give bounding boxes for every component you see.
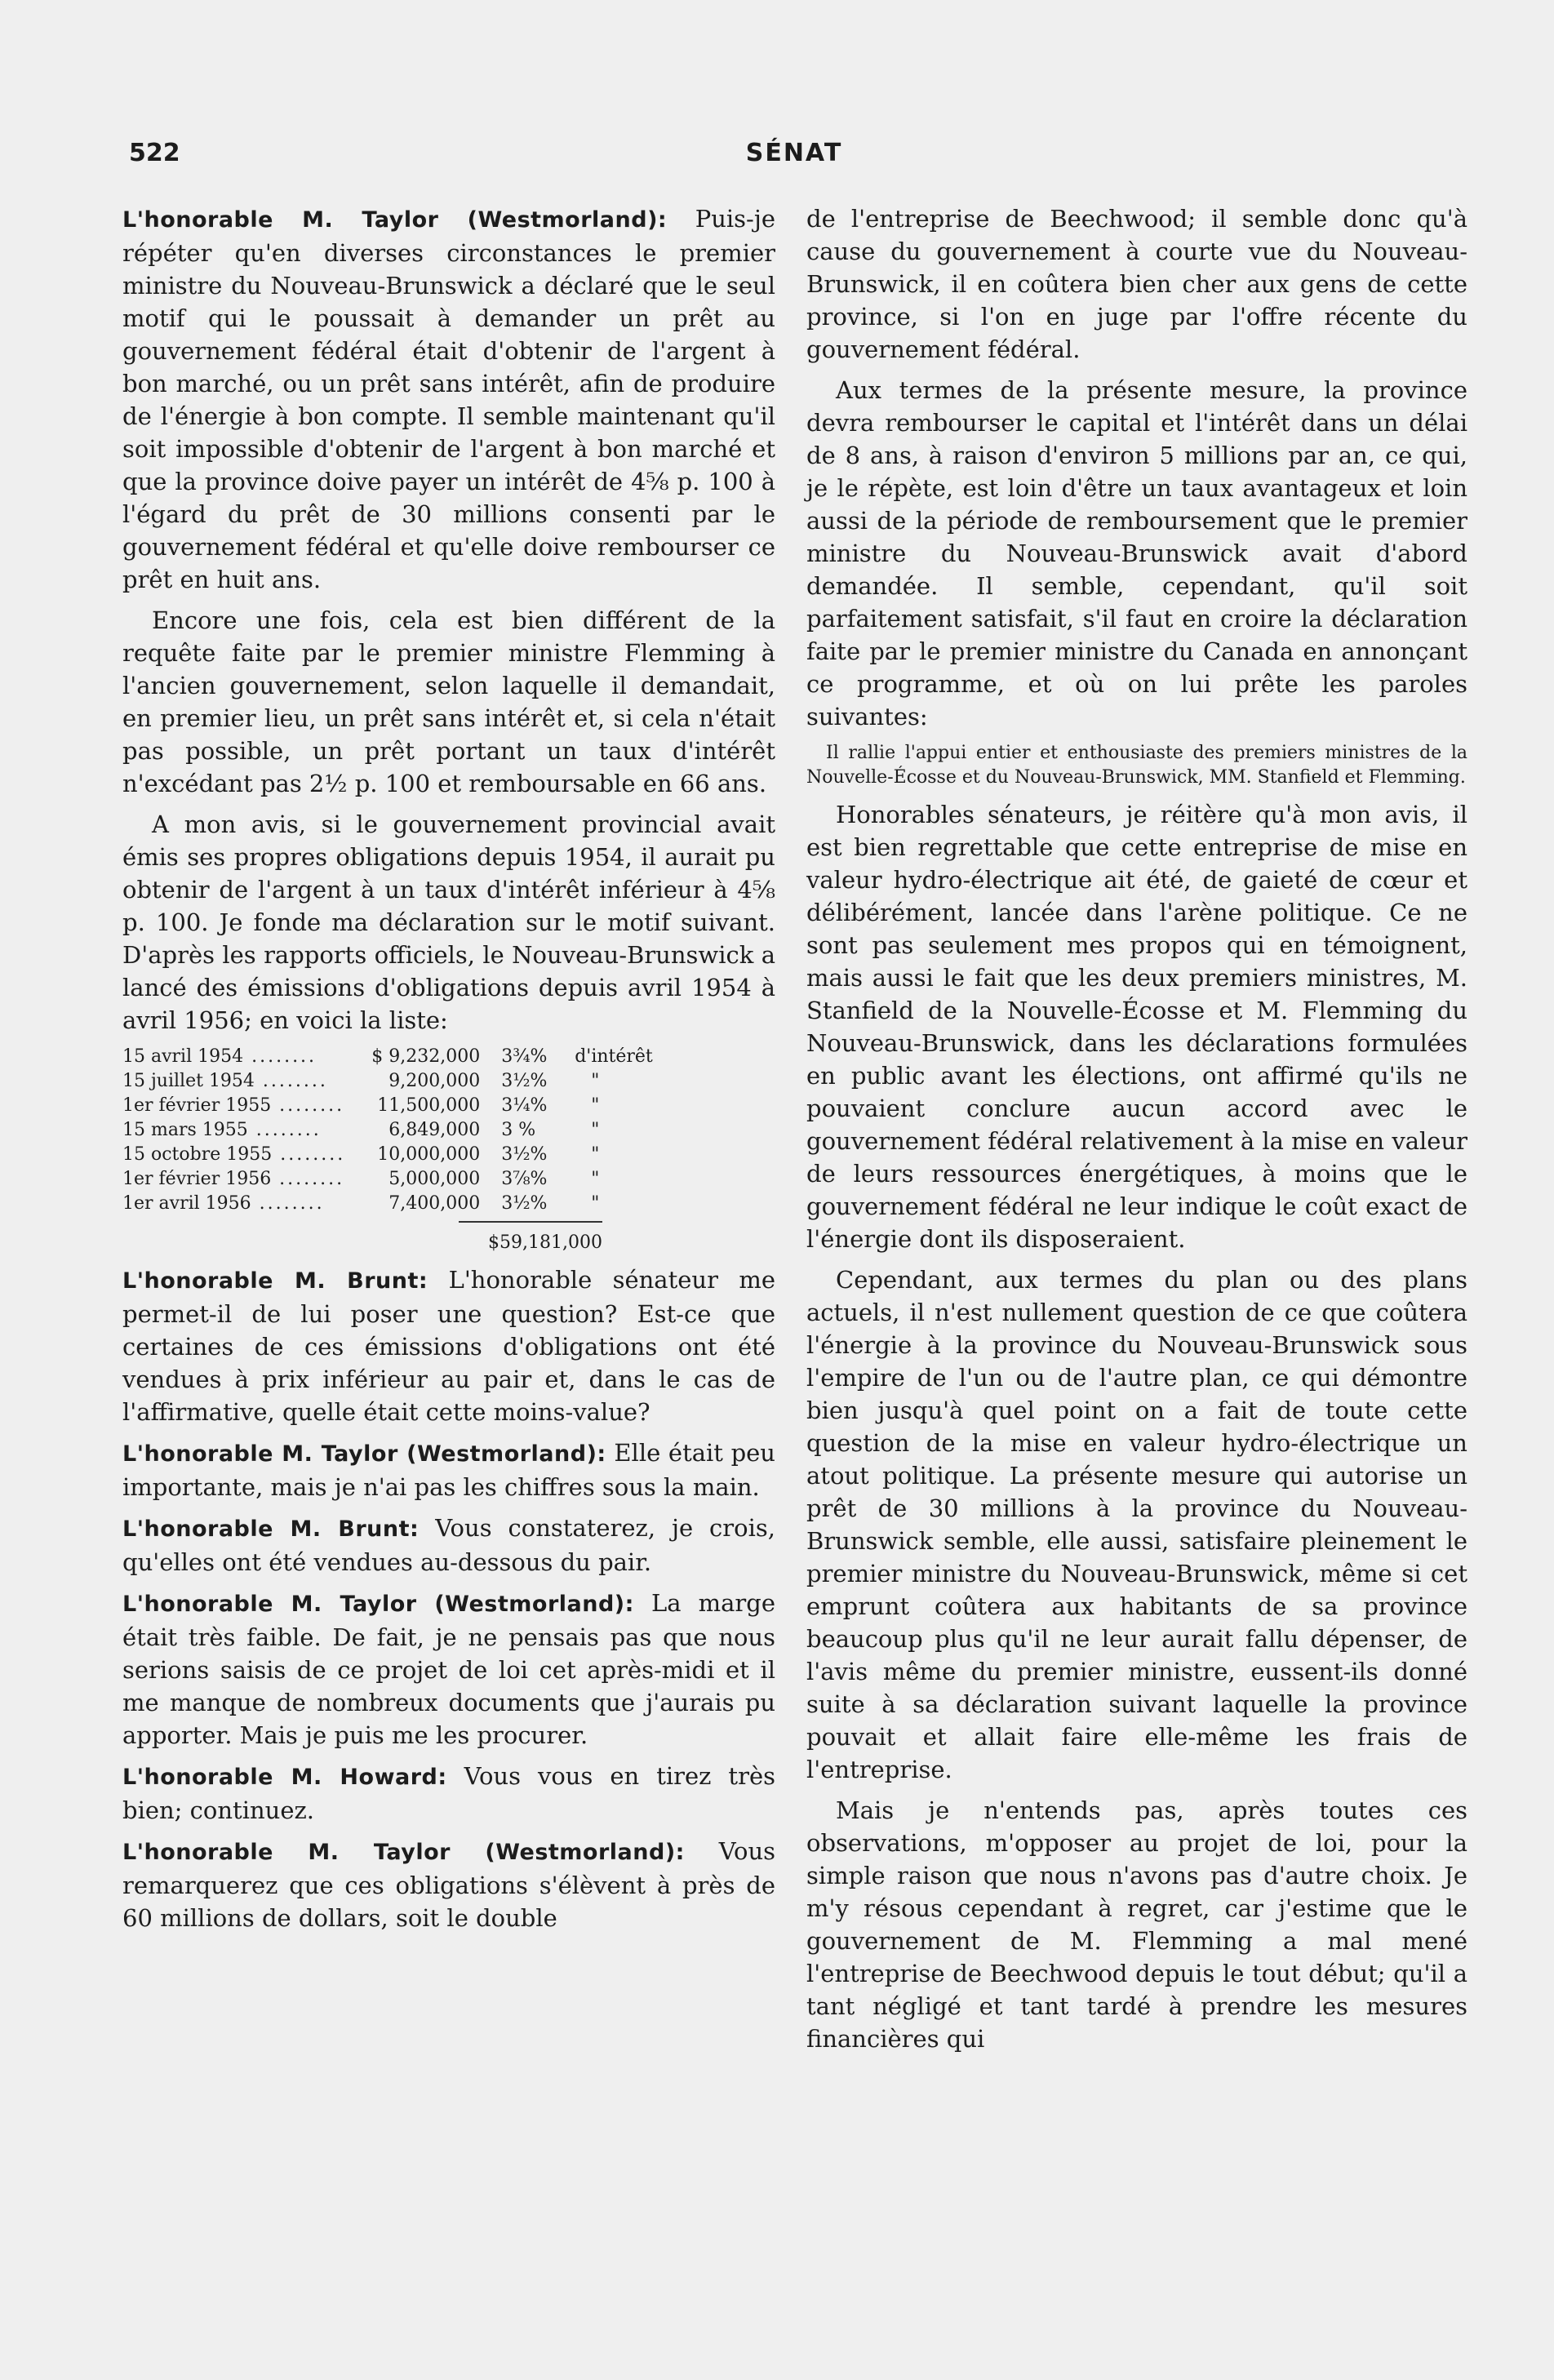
speaker-name: L'honorable M. Taylor (Westmorland): [122,1441,606,1467]
table-row [122,1143,759,1167]
speech-text: Puis-je répéter qu'en diverses circonstances le premier ministre du Nouveau-Brunswick a déclaré que le seul motif qui le poussait à demander un prêt au gouvernement fédéral était d'obtenir de l'argent à bon marché, ou un prêt sans intérêt, afin de produire de l'énergie à bon compte. Il semble maintenant qu'il soit impossible d'obtenir de l'argent à bon marché et que la province doive payer un intérêt de 4⅝ p. 100 à l'égard du prêt de 30 millions consenti par le gouvernement fédéral et qu'elle doive rembourser ce prêt en huit ans. [122,205,775,593]
speaker-name: L'honorable M. Howard: [122,1765,447,1790]
page-header [129,139,1459,188]
paragraph [122,1760,775,1827]
issue-kind: d'intérêt [575,1046,653,1067]
paragraph: Honorables sénateurs, je réitère qu'à mon avis, il est bien regrettable que cette entreprise de mise en valeur hydro-électrique ait été, de gaieté de cœur et délibérément, lancée dans l'arène politique. Ce ne sont pas seulement mes propos qui en témoignent, mais aussi le fait que les deux premiers ministres, M. Stanfield de la Nouvelle-Écosse et M. Flemming du Nouveau-Brunswick, dans les déclarations formulées en public avant les élections, ont affirmé qu'ils ne pouvaient conclure aucun accord avec le gouvernement fédéral relativement à la mise en valeur de leurs ressources énergétiques, à moins que le gouvernement fédéral ne leur indique le coût exact de l'énergie dont ils disposeraient. [806,801,1467,1253]
paragraph: Aux termes de la présente mesure, la province devra rembourser le capital et l'intérêt dans un délai de 8 ans, à raison d'environ 5 millions par an, ce qui, je le répète, est loin d'être un taux avantageux et loin aussi de la période de remboursement que le premier ministre du Nouveau-Brunswick avait d'abord demandée. Il semble, cependant, qu'il soit parfaitement satisfait, s'il faut en croire la déclaration faite par le premier ministre du Canada en annonçant ce programme, et où on lui prête les paroles suivantes: [806,376,1467,730]
issue-kind: " [591,1144,600,1165]
speech-text: Vous vous en tirez très bien; continuez. [122,1762,775,1824]
speech-text: L'honorable sénateur me permet-il de lui poser une question? Est-ce que certaines de ces émissions d'obligations ont été vendues à prix inférieur au pair et, dans le cas de l'affirmative, quelle était cette moins-value? [122,1266,775,1426]
dot-leader: ........ [247,1120,322,1140]
speech-text: Vous constaterez, je crois, qu'elles ont été vendues au-dessous du pair. [122,1514,775,1576]
dot-leader: ........ [272,1144,346,1165]
issue-date: 15 mars 1955 ........ [122,1120,322,1140]
speech-text: La marge était très faible. De fait, je ne pensais pas que nous serions saisis de ce projet de loi cet après-midi et il me manque de nombreux documents que j'aurais pu apporter. Mais je puis me les procurer. [122,1589,775,1749]
issue-rate: 3¼% [501,1095,548,1116]
issue-date: 1er avril 1956 ........ [122,1193,325,1214]
issue-kind: " [591,1169,600,1189]
issue-rate: 3¾% [501,1046,548,1067]
issue-rate: 3½% [501,1144,548,1165]
issue-kind: " [591,1193,600,1214]
issue-date: 15 juillet 1954 ........ [122,1071,328,1091]
speaker-name: L'honorable M. Brunt: [122,1268,428,1294]
issue-kind: " [591,1095,600,1116]
table-row [122,1045,759,1069]
issue-date: 15 octobre 1955 ........ [122,1144,346,1165]
paragraph [122,1436,775,1503]
paragraph [122,1512,775,1579]
block-quote: Il rallie l'appui entier et enthousiaste des premiers ministres de la Nouvelle-Écosse et du Nouveau-Brunswick, MM. Stanfield et Flemming. [806,743,1467,788]
dot-leader: ........ [243,1046,317,1067]
speech-text: Vous remarquerez que ces obligations s'élèvent à près de 60 millions de dollars, soit le double [122,1837,775,1932]
dot-leader: ........ [271,1095,345,1116]
issue-rate: 3½% [501,1193,548,1214]
issue-amount: 5,000,000 [388,1169,481,1189]
table-row [122,1118,759,1143]
issue-kind: " [591,1120,600,1140]
dot-leader: ........ [251,1193,325,1214]
bond-issues-total: $59,181,000 [459,1221,602,1255]
issue-amount: 6,849,000 [388,1120,481,1140]
paragraph: Cependant, aux termes du plan ou des plans actuels, il n'est nullement question de ce que coûtera l'énergie à la province du Nouveau-Brunswick sous l'empire de l'un ou de l'autre plan, ce qui démontre bien jusqu'à quel point on a fait de toute cette question de la mise en valeur hydro-électrique un atout politique. La présente mesure qui autorise un prêt de 30 millions à la province du Nouveau-Brunswick semble, elle aussi, satisfaire pleinement le premier ministre du Nouveau-Brunswick, même si cet emprunt coûtera aux habitants de sa province beaucoup plus qu'il ne leur aurait fallu dépenser, de l'avis même du premier ministre, eussent-ils donné suite à sa déclaration suivant laquelle la province pouvait et allait faire elle-même les frais de l'entreprise. [806,1266,1467,1783]
page-number: 522 [129,139,180,167]
paragraph: A mon avis, si le gouvernement provincial avait émis ses propres obligations depuis 1954, il aurait pu obtenir de l'argent à un taux d'intérêt inférieur à 4⅝ p. 100. Je fonde ma déclaration sur le motif suivant. D'après les rapports officiels, le Nouveau-Brunswick a lancé des émissions d'obligations depuis avril 1954 à avril 1956; en voici la liste: [122,810,775,1034]
table-row [122,1192,759,1216]
dot-leader: ........ [254,1071,328,1091]
paragraph: Mais je n'entends pas, après toutes ces observations, m'opposer au projet de loi, pour la simple raison que nous n'avons pas d'autre choix. Je m'y résous cependant à regret, car j'estime que le gouvernement de M. Flemming a mal mené l'entreprise de Beechwood depuis le tout début; qu'il a tant négligé et tant tardé à prendre les mesures financières qui [806,1796,1467,2053]
speaker-name: L'honorable M. Taylor (Westmorland): [122,207,668,233]
paragraph [122,1587,775,1752]
page-title: SÉNAT [745,139,843,167]
paragraph [122,1835,775,1934]
issue-kind: " [591,1071,600,1091]
table-row [122,1094,759,1118]
left-column [122,202,775,1943]
paragraph: de l'entreprise de Beechwood; il semble donc qu'à cause du gouvernement à courte vue du Nouveau-Brunswick, il en coûtera bien cher aux gens de cette province, si l'on en juge par l'offre récente du gouvernement fédéral. [806,205,1467,363]
issue-amount: 10,000,000 [377,1144,481,1165]
issue-amount: 11,500,000 [377,1095,481,1116]
issue-amount: $ 9,232,000 [371,1046,481,1067]
issue-rate: 3½% [501,1071,548,1091]
table-row [122,1069,759,1094]
speaker-name: L'honorable M. Taylor (Westmorland): [122,1592,634,1617]
issue-rate: 3 % [501,1120,536,1140]
paragraph: Encore une fois, cela est bien différent de la requête faite par le premier ministre Flemming à l'ancien gouvernement, selon laquelle il demandait, en premier lieu, un prêt sans intérêt et, si cela n'était pas possible, un prêt portant un taux d'intérêt n'excédant pas 2½ p. 100 et remboursable en 66 ans. [122,606,775,797]
paragraph [122,202,775,596]
bond-issues-table [122,1045,759,1216]
speaker-name: L'honorable M. Brunt: [122,1516,420,1542]
issue-date: 15 avril 1954 ........ [122,1046,317,1067]
paragraph [122,1263,775,1428]
dot-leader: ........ [271,1169,345,1189]
issue-date: 1er février 1956 ........ [122,1169,345,1189]
issue-amount: 9,200,000 [388,1071,481,1091]
speech-text: Elle était peu importante, mais je n'ai pas les chiffres sous la main. [122,1439,775,1501]
issue-date: 1er février 1955 ........ [122,1095,345,1116]
table-row [122,1167,759,1192]
speaker-name: L'honorable M. Taylor (Westmorland): [122,1840,685,1865]
issue-amount: 7,400,000 [388,1193,481,1214]
right-column [806,202,1467,2063]
issue-rate: 3⅞% [501,1169,548,1189]
